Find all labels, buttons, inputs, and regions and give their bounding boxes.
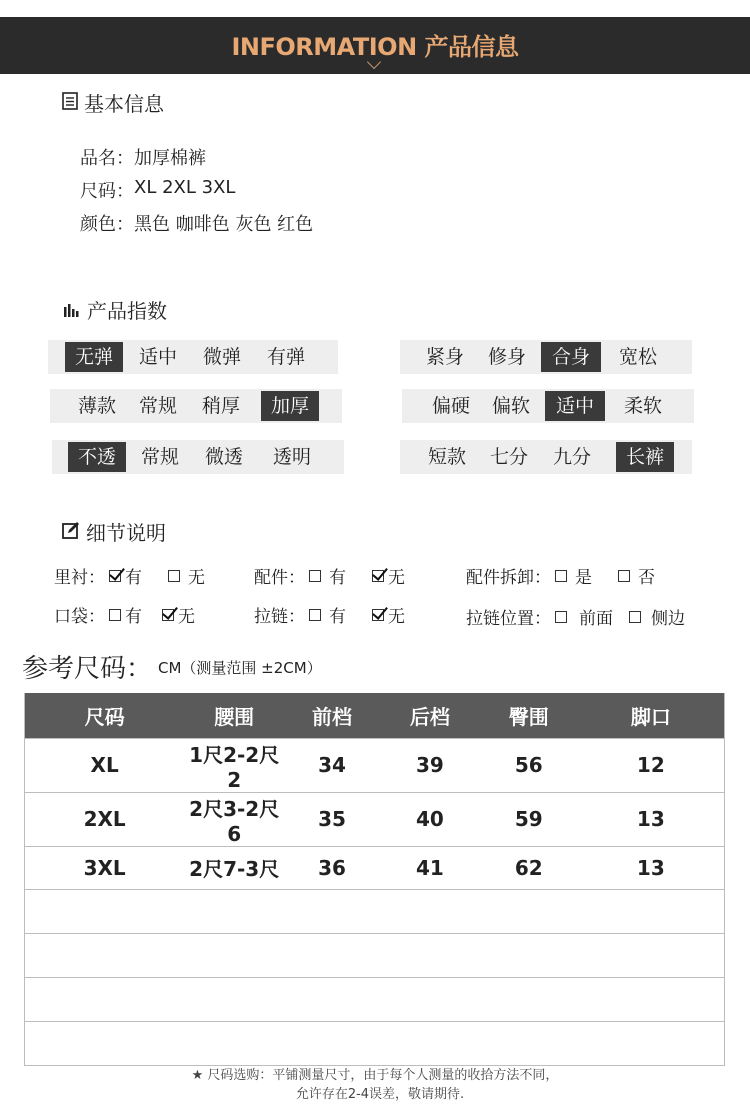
pocket-opt-no: 无 [178, 607, 195, 627]
checkbox-icon [109, 609, 121, 621]
checkbox-icon [555, 570, 567, 582]
index-option: 宽松 [618, 346, 657, 368]
checkbox-icon [555, 611, 567, 623]
thickness-row [50, 389, 342, 423]
lining-detail [54, 563, 205, 588]
pocket-detail [54, 602, 195, 627]
detach-opt-no: 否 [638, 568, 655, 588]
checked-box-icon [372, 609, 384, 621]
zipper-position-label: 拉链位置： [466, 609, 551, 629]
index-option: 偏软 [491, 395, 530, 417]
product-name-label: 品名： [80, 148, 134, 169]
table-cell: XL [25, 738, 185, 792]
empty-table-row [25, 889, 725, 933]
elasticity-row [48, 340, 338, 374]
zipper-position-detail [466, 604, 685, 629]
index-option: 短款 [427, 446, 466, 468]
index-option: 偏硬 [431, 395, 470, 417]
index-option: 透明 [272, 446, 311, 468]
edit-icon [62, 520, 80, 544]
table-cell: 13 [578, 792, 725, 846]
index-option: 长裤 [616, 442, 674, 472]
size-label: 尺码： [80, 181, 134, 202]
detach-label: 配件拆卸： [466, 568, 551, 588]
checkbox-icon [168, 570, 180, 582]
length-row [400, 440, 692, 474]
checkbox-icon [309, 609, 321, 621]
table-cell: 13 [578, 846, 725, 889]
header-title: INFORMATION 产品信息 [231, 33, 519, 61]
color-label: 颜色： [80, 214, 134, 235]
table-cell: 59 [480, 792, 578, 846]
product-name-value: 加厚棉裤 [134, 148, 206, 169]
index-option: 无弹 [65, 342, 123, 372]
zipper-opt-no: 无 [388, 607, 405, 627]
table-cell: 41 [380, 846, 480, 889]
table-row [25, 846, 725, 889]
index-option: 七分 [489, 446, 528, 468]
size-table-header [25, 693, 725, 738]
index-option: 加厚 [261, 391, 319, 421]
zipper-position-side: 侧边 [651, 609, 685, 629]
index-option: 薄款 [77, 395, 116, 417]
table-row [25, 738, 725, 792]
index-option: 合身 [541, 342, 601, 372]
index-option: 柔软 [623, 395, 662, 417]
table-cell: 56 [480, 738, 578, 792]
size-chart-note: CM（测量范围 ±2CM） [158, 659, 322, 677]
basic-info-heading [62, 88, 164, 117]
pocket-opt-yes: 有 [125, 607, 142, 627]
accessory-label: 配件： [254, 568, 305, 588]
color-value: 黑色 咖啡色 灰色 红色 [134, 214, 314, 235]
column-header: 脚口 [578, 693, 725, 738]
size-value: XL 2XL 3XL [134, 177, 236, 198]
column-header: 臀围 [480, 693, 578, 738]
table-row [25, 792, 725, 846]
lining-label: 里衬： [54, 568, 105, 588]
index-option: 不透 [68, 442, 126, 472]
softness-row [402, 389, 694, 423]
index-option: 适中 [138, 346, 177, 368]
zipper-position-front: 前面 [579, 609, 613, 629]
table-cell: 1尺2-2尺2 [184, 738, 284, 792]
checkbox-icon [309, 570, 321, 582]
size-line [80, 177, 235, 203]
fit-row [400, 340, 692, 374]
index-option: 修身 [487, 346, 526, 368]
column-header: 前档 [284, 693, 380, 738]
detach-detail [466, 563, 655, 588]
detach-opt-yes: 是 [575, 568, 592, 588]
footnote-line-2: 允许存在2-4误差，敬请期待. [295, 1087, 465, 1102]
zipper-detail [254, 602, 405, 627]
column-header: 腰围 [184, 693, 284, 738]
checkbox-icon [629, 611, 641, 623]
table-cell: 40 [380, 792, 480, 846]
lining-opt-no: 无 [188, 568, 205, 588]
table-cell: 3XL [25, 846, 185, 889]
table-cell: 34 [284, 738, 380, 792]
color-line [80, 210, 313, 236]
index-option: 适中 [545, 391, 605, 421]
checked-box-icon [372, 570, 384, 582]
column-header: 尺码 [25, 693, 185, 738]
index-option: 紧身 [425, 346, 464, 368]
bar-chart-icon [64, 298, 81, 322]
accessory-opt-yes: 有 [329, 568, 346, 588]
table-cell: 36 [284, 846, 380, 889]
table-cell: 39 [380, 738, 480, 792]
index-option: 九分 [552, 446, 591, 468]
checked-box-icon [109, 570, 121, 582]
details-title: 细节说明 [86, 521, 166, 545]
zipper-label: 拉链： [254, 607, 305, 627]
table-cell: 2尺3-2尺6 [184, 792, 284, 846]
checked-box-icon [162, 609, 174, 621]
pocket-label: 口袋： [54, 607, 105, 627]
index-option: 常规 [138, 395, 177, 417]
index-option: 微弹 [202, 346, 241, 368]
table-cell: 2尺7-3尺 [184, 846, 284, 889]
lining-opt-yes: 有 [125, 568, 142, 588]
document-icon [62, 91, 78, 115]
table-cell: 35 [284, 792, 380, 846]
index-option: 有弹 [266, 346, 305, 368]
empty-table-row [25, 1021, 725, 1065]
table-cell: 62 [480, 846, 578, 889]
size-table [24, 693, 725, 1066]
table-cell: 12 [578, 738, 725, 792]
product-name-line [80, 144, 206, 170]
accessory-opt-no: 无 [388, 568, 405, 588]
details-heading [62, 517, 166, 546]
basic-info-title: 基本信息 [84, 92, 164, 116]
size-chart-title: 参考尺码： [22, 654, 153, 684]
index-option: 微透 [204, 446, 243, 468]
checkbox-icon [618, 570, 630, 582]
zipper-opt-yes: 有 [329, 607, 346, 627]
transparency-row [52, 440, 344, 474]
footnote-line-1: ★ 尺码选购：平铺测量尺寸，由于每个人测量的收拾方法不同， [191, 1068, 559, 1083]
info-header [0, 17, 750, 74]
table-cell: 2XL [25, 792, 185, 846]
product-index-title: 产品指数 [87, 299, 167, 323]
empty-table-row [25, 977, 725, 1021]
empty-table-row [25, 933, 725, 977]
product-index-heading [64, 295, 167, 324]
column-header: 后档 [380, 693, 480, 738]
index-option: 稍厚 [201, 395, 240, 417]
index-option: 常规 [140, 446, 179, 468]
accessory-detail [254, 563, 405, 588]
